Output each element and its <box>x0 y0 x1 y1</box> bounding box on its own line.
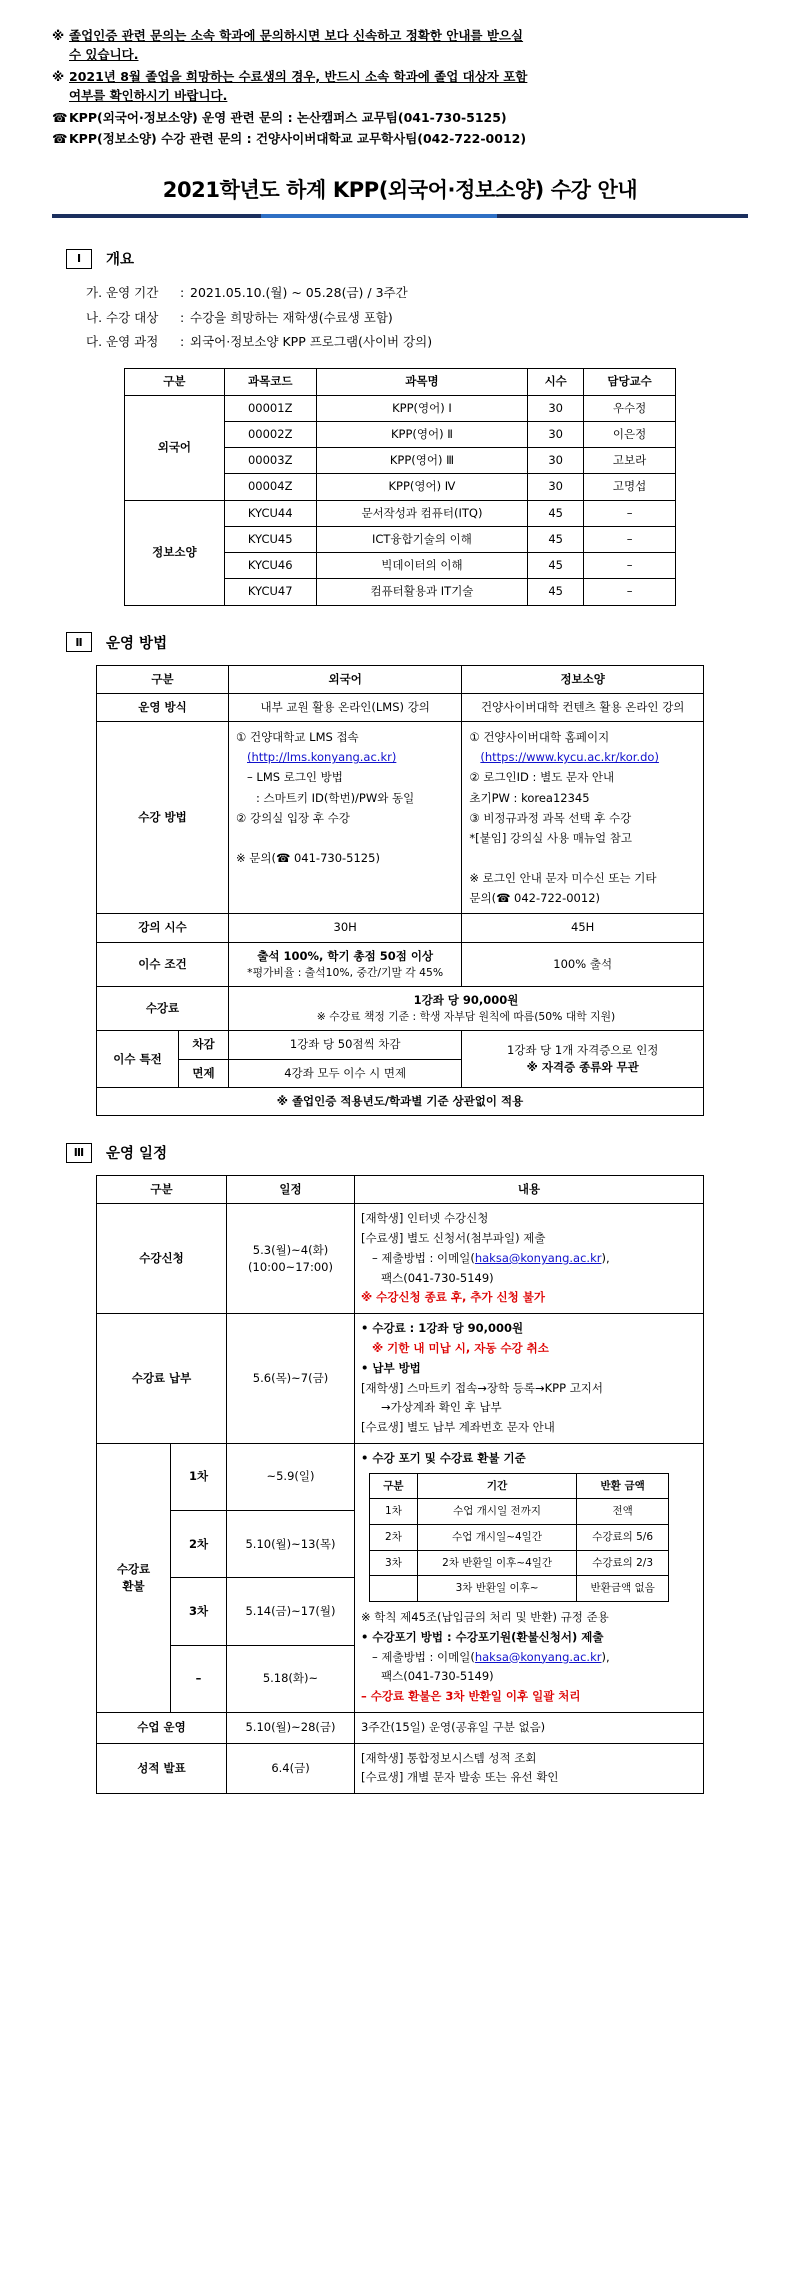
cell-content: [재학생] 통합정보시스템 성적 조회 [수료생] 개별 문자 발송 또는 유선 확인 <box>355 1743 704 1794</box>
col-header-professor: 담당교수 <box>584 369 676 395</box>
cell-fee: 1강좌 당 90,000원 ※ 수강료 책정 기준 : 학생 자부담 원칙에 따름(50% 대학 지원) <box>229 986 704 1030</box>
cell-date: 5.3(월)~4(화) (10:00~17:00) <box>227 1204 355 1314</box>
col-header-hours: 시수 <box>528 369 584 395</box>
table-row-class <box>97 1712 704 1743</box>
cell-sub: 면제 <box>179 1059 229 1087</box>
cell-code: 00003Z <box>224 448 316 474</box>
section-number: Ⅱ <box>66 632 92 652</box>
cell-info: 건양사이버대학 컨텐츠 활용 온라인 강의 <box>462 693 704 721</box>
cell-name: 수강료 납부 <box>97 1314 227 1444</box>
notice-mark-icon: ※ <box>52 28 65 43</box>
phone-icon: ☎ <box>52 109 68 125</box>
section-title: 운영 방법 <box>106 635 168 652</box>
notice-item <box>52 67 748 106</box>
notice-text: KPP(정보소양) 수강 관련 문의 : 건양사이버대학교 교무학사팀(042-722-0012) <box>69 130 527 146</box>
cell-code: KYCU47 <box>224 579 316 605</box>
table-header-row <box>97 665 704 693</box>
cell-name: 수강료 환불 <box>97 1443 171 1712</box>
col-header-info: 정보소양 <box>462 665 704 693</box>
cell-rowhead: 강의 시수 <box>97 914 229 942</box>
cell-foreign: 4강좌 모두 이수 시 면제 <box>229 1059 462 1087</box>
cell-code: KYCU46 <box>224 553 316 579</box>
table-row <box>125 395 676 421</box>
cell-hours: 30 <box>528 448 584 474</box>
col-header-content: 내용 <box>355 1176 704 1204</box>
cell-hours: 30 <box>528 474 584 500</box>
cell-info: 1강좌 당 1개 자격증으로 인정 ※ 자격증 종류와 무관 <box>462 1031 704 1088</box>
phone-icon: ☎ <box>52 130 68 146</box>
cell-rowhead: 이수 조건 <box>97 942 229 986</box>
col-header-amount: 반환 금액 <box>577 1473 669 1499</box>
notice-item <box>52 26 748 65</box>
email-line: – 제출방법 : 이메일(haksa@konyang.ac.kr), <box>372 1649 610 1664</box>
section-header-method <box>66 632 748 653</box>
title-divider <box>52 214 748 218</box>
table-row-payment <box>97 1314 704 1444</box>
overview-item: 가. 운영 기간 : 2021.05.10.(월) ~ 05.28(금) / 3주간 <box>86 285 408 301</box>
table-header-row <box>125 369 676 395</box>
notice-block <box>52 26 748 148</box>
col-header-date: 일정 <box>227 1176 355 1204</box>
email-link[interactable]: haksa@konyang.ac.kr <box>474 1649 602 1664</box>
overview-item: 다. 운영 과정 : 외국어·정보소양 KPP 프로그램(사이버 강의) <box>86 334 433 349</box>
lms-link[interactable]: (http://lms.konyang.ac.kr) <box>247 750 397 765</box>
cell-professor: 고명섭 <box>584 474 676 500</box>
cell-date: 5.14(금)~17(월) <box>227 1578 355 1645</box>
table-row-completion <box>97 942 704 986</box>
cell-category: 외국어 <box>125 395 225 500</box>
cell-code: 00002Z <box>224 421 316 447</box>
email-link[interactable]: haksa@konyang.ac.kr <box>474 1250 602 1265</box>
notice-text: 2021년 8월 졸업을 희망하는 수료생의 경우, 반드시 소속 학과에 졸업 대상자 포함 여부를 확인하시기 바랍니다. <box>69 68 528 104</box>
col-header-foreign: 외국어 <box>229 665 462 693</box>
cell-rowhead: 수강료 <box>97 986 229 1030</box>
cell-sub: 1차 <box>171 1443 227 1510</box>
cell-content: • 수강 포기 및 수강료 환불 기준 구분 기간 반환 금액 1차 수업 개시일 전까지 전액 2차 수업 개시일~4일간 수강료의 5/6 3차 2차 반환일 이후~4일간 수강료의 2/3 3차 반환일 이후~ 반환금액 없음 ※ 학칙 제45조(납입금의 처리 및 반환) 규정 준용 • 수강포기 방법 : 수강포기원(환불신청서) 제출 – 제출방법 : 이메일(haksa@konyang.ac.kr), 팩스(041-730-5149) – 수강료 환불은 3차 반환일 이후 일괄 처리 <box>355 1443 704 1712</box>
col-header-category: 구분 <box>125 369 225 395</box>
cell-professor: 고보라 <box>584 448 676 474</box>
cell-hours: 45 <box>528 500 584 526</box>
cell-info-howto: ① 건양사이버대학 홈페이지 (https://www.kycu.ac.kr/kor.do) ② 로그인ID : 별도 문자 안내 초기PW : korea12345 ③ 비정규과정 과목 선택 후 수강 *[붙임] 강의실 사용 매뉴얼 참고 ※ 로그인 안내 문자 미수신 또는 기타 문의(☎ 042-722-0012) <box>462 722 704 914</box>
table-row-fee <box>97 986 704 1030</box>
table-row: 1차 수업 개시일 전까지 전액 <box>370 1499 669 1525</box>
table-header-row <box>370 1473 669 1499</box>
section-number: Ⅰ <box>66 249 92 269</box>
cell-info: 45H <box>462 914 704 942</box>
cell-name: 성적 발표 <box>97 1743 227 1794</box>
table-row <box>125 500 676 526</box>
cell-category: 정보소양 <box>125 500 225 605</box>
section-header-overview <box>66 248 748 269</box>
cell-name: 문서작성과 컴퓨터(ITQ) <box>316 500 528 526</box>
col-header-category: 구분 <box>97 1176 227 1204</box>
cell-code: 00004Z <box>224 474 316 500</box>
cell-name: 컴퓨터활용과 IT기술 <box>316 579 528 605</box>
cell-content: • 수강료 : 1강좌 당 90,000원 ※ 기한 내 미납 시, 자동 수강 취소 • 납부 방법 [재학생] 스마트키 접속→장학 등록→KPP 고지서 →가상계좌 확인 후 납부 [수료생] 별도 납부 계좌번호 문자 안내 <box>355 1314 704 1444</box>
notice-text: KPP(외국어·정보소양) 운영 관련 문의 : 논산캠퍼스 교무팀(041-730-5125) <box>69 109 507 125</box>
cell-sub: 2차 <box>171 1511 227 1578</box>
cell-hours: 45 <box>528 526 584 552</box>
table-row-operation <box>97 693 704 721</box>
cell-content: 3주간(15일) 운영(공휴일 구분 없음) <box>355 1712 704 1743</box>
cell-date: 5.10(월)~28(금) <box>227 1712 355 1743</box>
cell-professor: – <box>584 526 676 552</box>
kycu-link[interactable]: (https://www.kycu.ac.kr/kor.do) <box>480 750 659 765</box>
refund-rate-table <box>369 1473 669 1602</box>
cell-hours: 30 <box>528 421 584 447</box>
method-table <box>96 665 704 1117</box>
cell-professor: 이은정 <box>584 421 676 447</box>
cell-hours: 30 <box>528 395 584 421</box>
cell-code: 00001Z <box>224 395 316 421</box>
cell-professor: – <box>584 500 676 526</box>
col-header-stage: 구분 <box>370 1473 418 1499</box>
cell-foreign: 30H <box>229 914 462 942</box>
section-title: 개요 <box>106 252 135 269</box>
notice-text: 졸업인증 관련 문의는 소속 학과에 문의하시면 보다 신속하고 정확한 안내를 받으실 수 있습니다. <box>69 28 524 63</box>
cell-content: [재학생] 인터넷 수강신청 [수료생] 별도 신청서(첨부파일) 제출 – 제출방법 : 이메일(haksa@konyang.ac.kr), 팩스(041-730-5149) ※ 수강신청 종료 후, 추가 신청 불가 <box>355 1204 704 1314</box>
cell-rowhead: 수강 방법 <box>97 722 229 914</box>
cell-sub: – <box>171 1645 227 1712</box>
email-line: – 제출방법 : 이메일(haksa@konyang.ac.kr), <box>372 1250 610 1265</box>
table-row-benefit-footer <box>97 1087 704 1115</box>
cell-foreign: 내부 교원 활용 온라인(LMS) 강의 <box>229 693 462 721</box>
cell-info: 100% 출석 <box>462 942 704 986</box>
cell-professor: – <box>584 553 676 579</box>
table-row-grades <box>97 1743 704 1794</box>
cell-date: 5.10(월)~13(목) <box>227 1511 355 1578</box>
schedule-table <box>96 1175 704 1794</box>
cell-foreign-howto: ① 건양대학교 LMS 접속 (http://lms.konyang.ac.kr) – LMS 로그인 방법 : 스마트키 ID(학번)/PW와 동일 ② 강의실 입장 후 수강 ※ 문의(☎ 041-730-5125) <box>229 722 462 914</box>
overview-item: 나. 수강 대상 : 수강을 희망하는 재학생(수료생 포함) <box>86 309 393 325</box>
table-row-howto <box>97 722 704 914</box>
cell-rowhead: 이수 특전 <box>97 1031 179 1088</box>
section-header-schedule <box>66 1142 748 1163</box>
cell-name: 빅데이터의 이해 <box>316 553 528 579</box>
section-number: Ⅲ <box>66 1143 92 1163</box>
table-row: 3차 2차 반환일 이후~4일간 수강료의 2/3 <box>370 1550 669 1576</box>
col-header-name: 과목명 <box>316 369 528 395</box>
cell-hours: 45 <box>528 579 584 605</box>
cell-sub: 차감 <box>179 1031 229 1059</box>
cell-footer: ※ 졸업인증 적용년도/학과별 기준 상관없이 적용 <box>97 1087 704 1115</box>
cell-name: 수업 운영 <box>97 1712 227 1743</box>
table-row-hours <box>97 914 704 942</box>
cell-name: KPP(영어) Ⅰ <box>316 395 528 421</box>
cell-date: 5.6(목)~7(금) <box>227 1314 355 1444</box>
table-row: 3차 반환일 이후~ 반환금액 없음 <box>370 1576 669 1602</box>
cell-name: ICT융합기술의 이해 <box>316 526 528 552</box>
cell-date: ~5.9(일) <box>227 1443 355 1510</box>
cell-code: KYCU45 <box>224 526 316 552</box>
cell-date: 5.18(화)~ <box>227 1645 355 1712</box>
cell-rowhead: 운영 방식 <box>97 693 229 721</box>
table-row-apply <box>97 1204 704 1314</box>
overview-list <box>86 281 748 354</box>
col-header-code: 과목코드 <box>224 369 316 395</box>
section-title: 운영 일정 <box>106 1146 168 1163</box>
cell-name: KPP(영어) Ⅲ <box>316 448 528 474</box>
cell-hours: 45 <box>528 553 584 579</box>
cell-professor: 우수정 <box>584 395 676 421</box>
cell-name: KPP(영어) Ⅱ <box>316 421 528 447</box>
course-table <box>124 368 676 605</box>
table-row-benefit-1 <box>97 1031 704 1059</box>
cell-name: KPP(영어) Ⅳ <box>316 474 528 500</box>
cell-foreign: 출석 100%, 학기 총점 50점 이상 *평가비율 : 출석10%, 중간/기말 각 45% <box>229 942 462 986</box>
cell-foreign: 1강좌 당 50점씩 차감 <box>229 1031 462 1059</box>
col-header-category: 구분 <box>97 665 229 693</box>
table-header-row <box>97 1176 704 1204</box>
notice-item <box>52 129 748 148</box>
col-header-period: 기간 <box>417 1473 576 1499</box>
table-row: 2차 수업 개시일~4일간 수강료의 5/6 <box>370 1524 669 1550</box>
notice-item <box>52 108 748 127</box>
table-row-refund-1 <box>97 1443 704 1510</box>
cell-code: KYCU44 <box>224 500 316 526</box>
cell-date: 6.4(금) <box>227 1743 355 1794</box>
cell-professor: – <box>584 579 676 605</box>
notice-mark-icon: ※ <box>52 68 65 84</box>
cell-sub: 3차 <box>171 1578 227 1645</box>
cell-name: 수강신청 <box>97 1204 227 1314</box>
page-title: 2021학년도 하계 KPP(외국어·정보소양) 수강 안내 <box>162 178 638 203</box>
